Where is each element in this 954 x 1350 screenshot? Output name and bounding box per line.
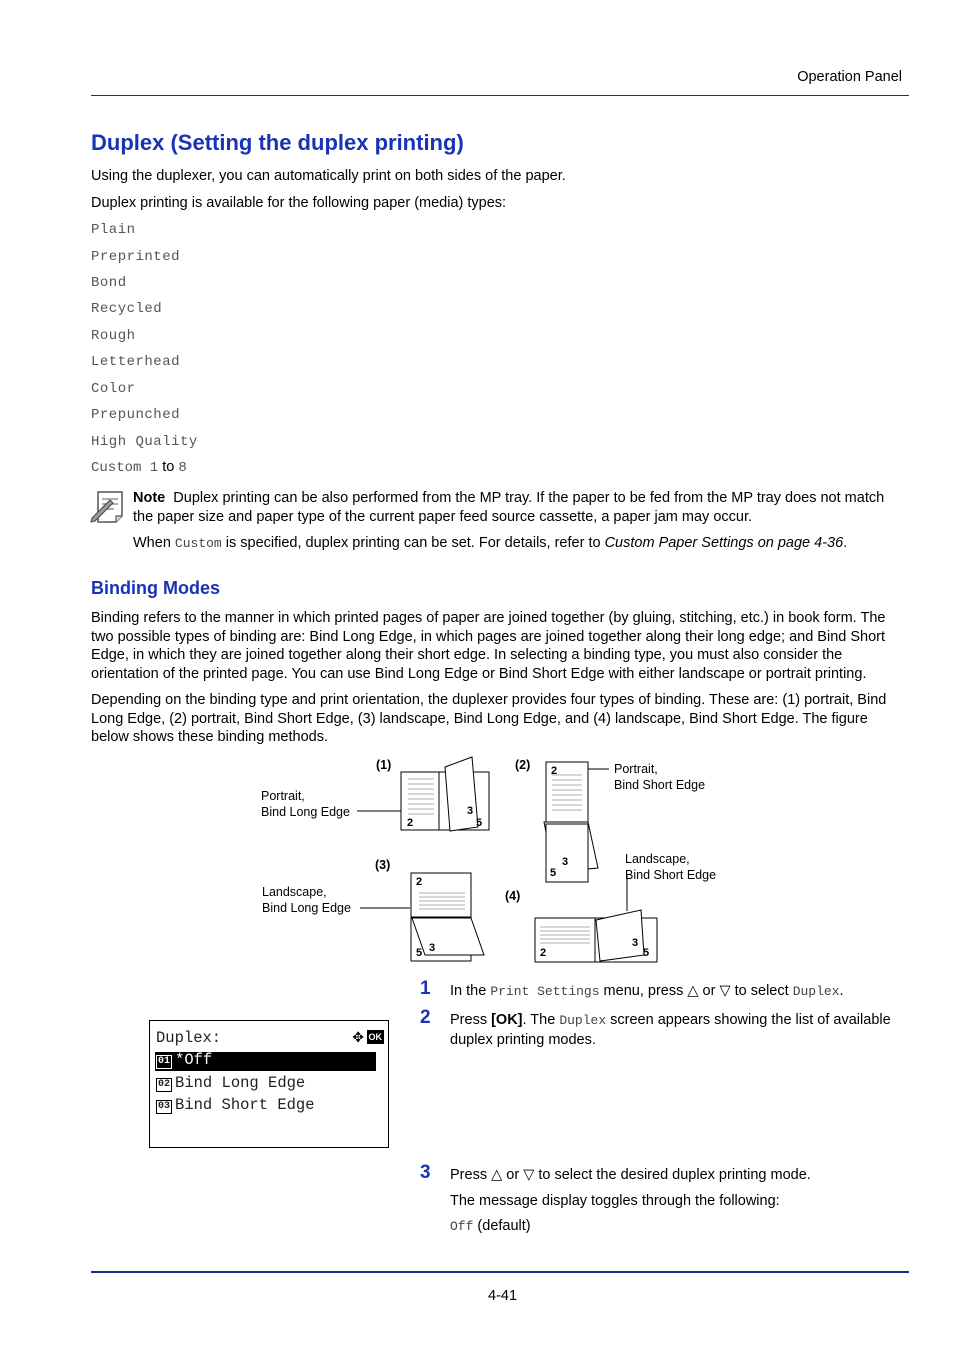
step-1-text: In the Print Settings menu, press △ or ▽ to select Duplex. <box>450 983 844 999</box>
page-number-label: 2 <box>540 947 547 959</box>
page-number-label: 5 <box>550 867 557 879</box>
figure-number-3: (3) <box>375 858 391 872</box>
step-3-default: Off (default) <box>450 1218 531 1234</box>
note-text: Note Duplex printing can be also performed from the MP tray. If the paper to be fed from the MP tray does not match the paper size and paper type of the current paper feed source cassette, a paper jam may occur. <box>133 490 885 525</box>
cross-reference[interactable]: Custom Paper Settings on page 4-36 <box>604 535 844 551</box>
figure-number-4: (4) <box>505 889 521 903</box>
step-number-3: 3 <box>420 1162 431 1183</box>
step-2-text: Press [OK]. The Duplex screen appears showing the list of available duplex printing modes. <box>450 1012 891 1048</box>
binding-figure <box>350 755 670 965</box>
step-number-1: 1 <box>420 978 431 999</box>
media-item: Plain <box>91 222 136 238</box>
lcd-title: Duplex: <box>156 1029 222 1047</box>
media-item-custom: Custom 1 to 8 <box>91 459 187 476</box>
step-number-2: 2 <box>420 1007 431 1028</box>
lcd-menu-item-selected[interactable]: 01 *Off <box>158 1051 213 1069</box>
page-number-label: 5 <box>643 947 650 959</box>
note-icon <box>90 488 128 529</box>
step-3-subtext: The message display toggles through the following: <box>450 1193 780 1209</box>
note-label: Note <box>133 490 166 506</box>
media-item: Letterhead <box>91 354 181 370</box>
running-header: Operation Panel <box>797 69 902 85</box>
figure-label-4: Landscape, Bind Short Edge <box>625 852 717 882</box>
header-rule <box>91 95 909 96</box>
section-title: Binding Modes <box>91 578 220 598</box>
media-item: Bond <box>91 275 127 291</box>
lcd-menu-item[interactable]: 02 Bind Long Edge <box>158 1074 306 1092</box>
media-item: Preprinted <box>91 249 181 265</box>
figure-number-1: (1) <box>376 758 392 772</box>
step-3-text: Press △ or ▽ to select the desired duplex printing mode. <box>450 1167 811 1183</box>
lcd-menu-item[interactable]: 03 Bind Short Edge <box>158 1096 315 1114</box>
page-number-label: 3 <box>429 942 436 954</box>
intro-paragraph-1: Using the duplexer, you can automatically print on both sides of the paper. <box>91 168 566 184</box>
navigation-arrows-icon: ✥ <box>352 1029 364 1045</box>
media-item: Rough <box>91 328 136 344</box>
media-item: Color <box>91 381 136 397</box>
ok-key-icon: OK <box>368 1032 382 1042</box>
page-number-label: 5 <box>416 947 423 959</box>
page-number-label: 5 <box>476 817 483 829</box>
figure-label-2: Portrait, Bind Short Edge <box>614 762 706 792</box>
binding-paragraph-1: Binding refers to the manner in which printed pages of paper are joined together (by gluing, stitching, etc.) in book form. The two possible types of binding are: Bind Long Edge, in which pages are joined together along their long edge; and Bind Short Edge, in which they are joined together along their short edge. In selecting a binding type, you must also consider the orientation of the printed page. You can use Bind Long Edge or Bind Short Edge with either landscape or portrait printing. <box>91 610 886 682</box>
figure-label-3: Landscape, Bind Long Edge <box>262 885 351 915</box>
note-when-line: When Custom is specified, duplex printing can be set. For details, refer to Custom Paper Settings on page 4-36. <box>133 535 848 551</box>
page-number-label: 2 <box>551 765 558 777</box>
media-item: High Quality <box>91 434 198 450</box>
page-number-label: 2 <box>407 817 414 829</box>
intro-paragraph-2: Duplex printing is available for the following paper (media) types: <box>91 195 507 211</box>
footer-rule <box>91 1271 909 1273</box>
page-number: 4-41 <box>488 1288 518 1304</box>
figure-label-1: Portrait, Bind Long Edge <box>261 789 350 819</box>
lcd-display <box>149 1020 389 1148</box>
page-title: Duplex (Setting the duplex printing) <box>91 130 464 155</box>
media-item: Recycled <box>91 301 163 317</box>
page-number-label: 3 <box>467 805 474 817</box>
page-number-label: 3 <box>562 856 569 868</box>
figure-number-2: (2) <box>515 758 531 772</box>
binding-paragraph-2: Depending on the binding type and print orientation, the duplexer provides four types of binding. These are: (1) portrait, Bind Long Edge, (2) portrait, Bind Short Edge, (3) landscape, Bind Long Edge, and (4) landscape, Bind Short Edge. The figure below shows these binding methods. <box>91 692 887 745</box>
media-item: Prepunched <box>91 407 181 423</box>
page-number-label: 2 <box>416 876 423 888</box>
page-number-label: 3 <box>632 937 639 949</box>
book-landscape-short-edge <box>535 874 657 962</box>
